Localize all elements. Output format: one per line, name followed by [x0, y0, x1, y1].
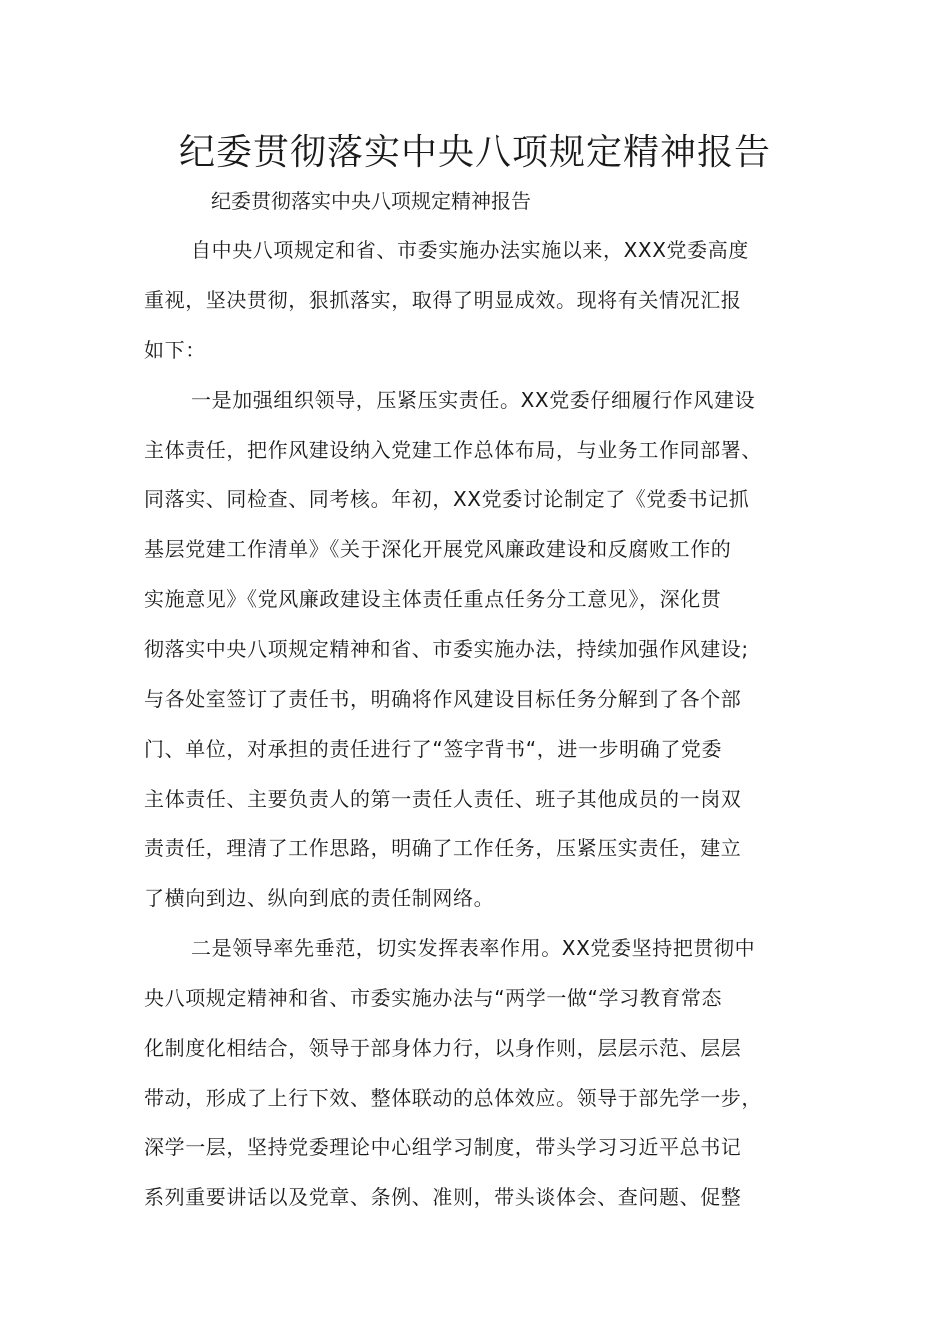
body-line: 化制度化相结合，领导于部身体力行，以身作则，层层示范、层层 — [144, 1036, 742, 1060]
body-line: 二是领导率先垂范，切实发挥表率作用。XX党委坚持把贯彻中 — [191, 936, 756, 960]
body-line: 与各处室签订了责任书，明确将作风建设目标任务分解到了各个部 — [144, 687, 742, 711]
document-subtitle: 纪委贯彻落实中央八项规定精神报告 — [211, 189, 531, 213]
document-title: 纪委贯彻落实中央八项规定精神报告 — [178, 132, 771, 173]
body-line: 自中央八项规定和省、市委实施办法实施以来，XXX党委高度 — [191, 238, 749, 262]
body-line: 责责任，理清了工作思路，明确了工作任务，压紧压实责任，建立 — [144, 836, 742, 860]
body-line: 系列重要讲话以及党章、条例、准则，带头谈体会、查问题、促整 — [144, 1185, 742, 1209]
body-line: 门、单位，对承担的责任进行了“签字背书“，进一步明确了党委 — [144, 737, 723, 761]
body-line: 如下： — [144, 338, 206, 362]
body-line: 重视，坚决贯彻，狠抓落实，取得了明显成效。现将有关情况汇报 — [144, 288, 742, 312]
body-line: 同落实、同检查、同考核。年初，XX党委讨论制定了《党委书记抓 — [144, 487, 750, 511]
body-line: 主体责任，把作风建设纳入党建工作总体布局，与业务工作同部署、 — [144, 438, 762, 462]
body-line: 带动，形成了上行下效、整体联动的总体效应。领导于部先学一步， — [144, 1086, 762, 1110]
body-line: 基层党建工作清单》《关于深化开展党风廉政建设和反腐败工作的 — [144, 537, 732, 561]
body-line: 深学一层，坚持党委理论中心组学习制度，带头学习习近平总书记 — [144, 1135, 742, 1159]
body-line: 彻落实中央八项规定精神和省、市委实施办法，持续加强作风建设; — [144, 637, 749, 661]
body-line: 央八项规定精神和省、市委实施办法与“两学一做“学习教育常态 — [144, 986, 723, 1010]
body-line: 了横向到边、纵向到底的责任制网络。 — [144, 886, 495, 910]
body-line: 实施意见》《党风廉政建设主体责任重点任务分工意见》，深化贯 — [144, 587, 722, 611]
body-line: 主体责任、主要负责人的第一责任人责任、班子其他成员的一岗双 — [144, 787, 742, 811]
body-line: 一是加强组织领导，压紧压实责任。XX党委仔细履行作风建设 — [191, 388, 756, 412]
